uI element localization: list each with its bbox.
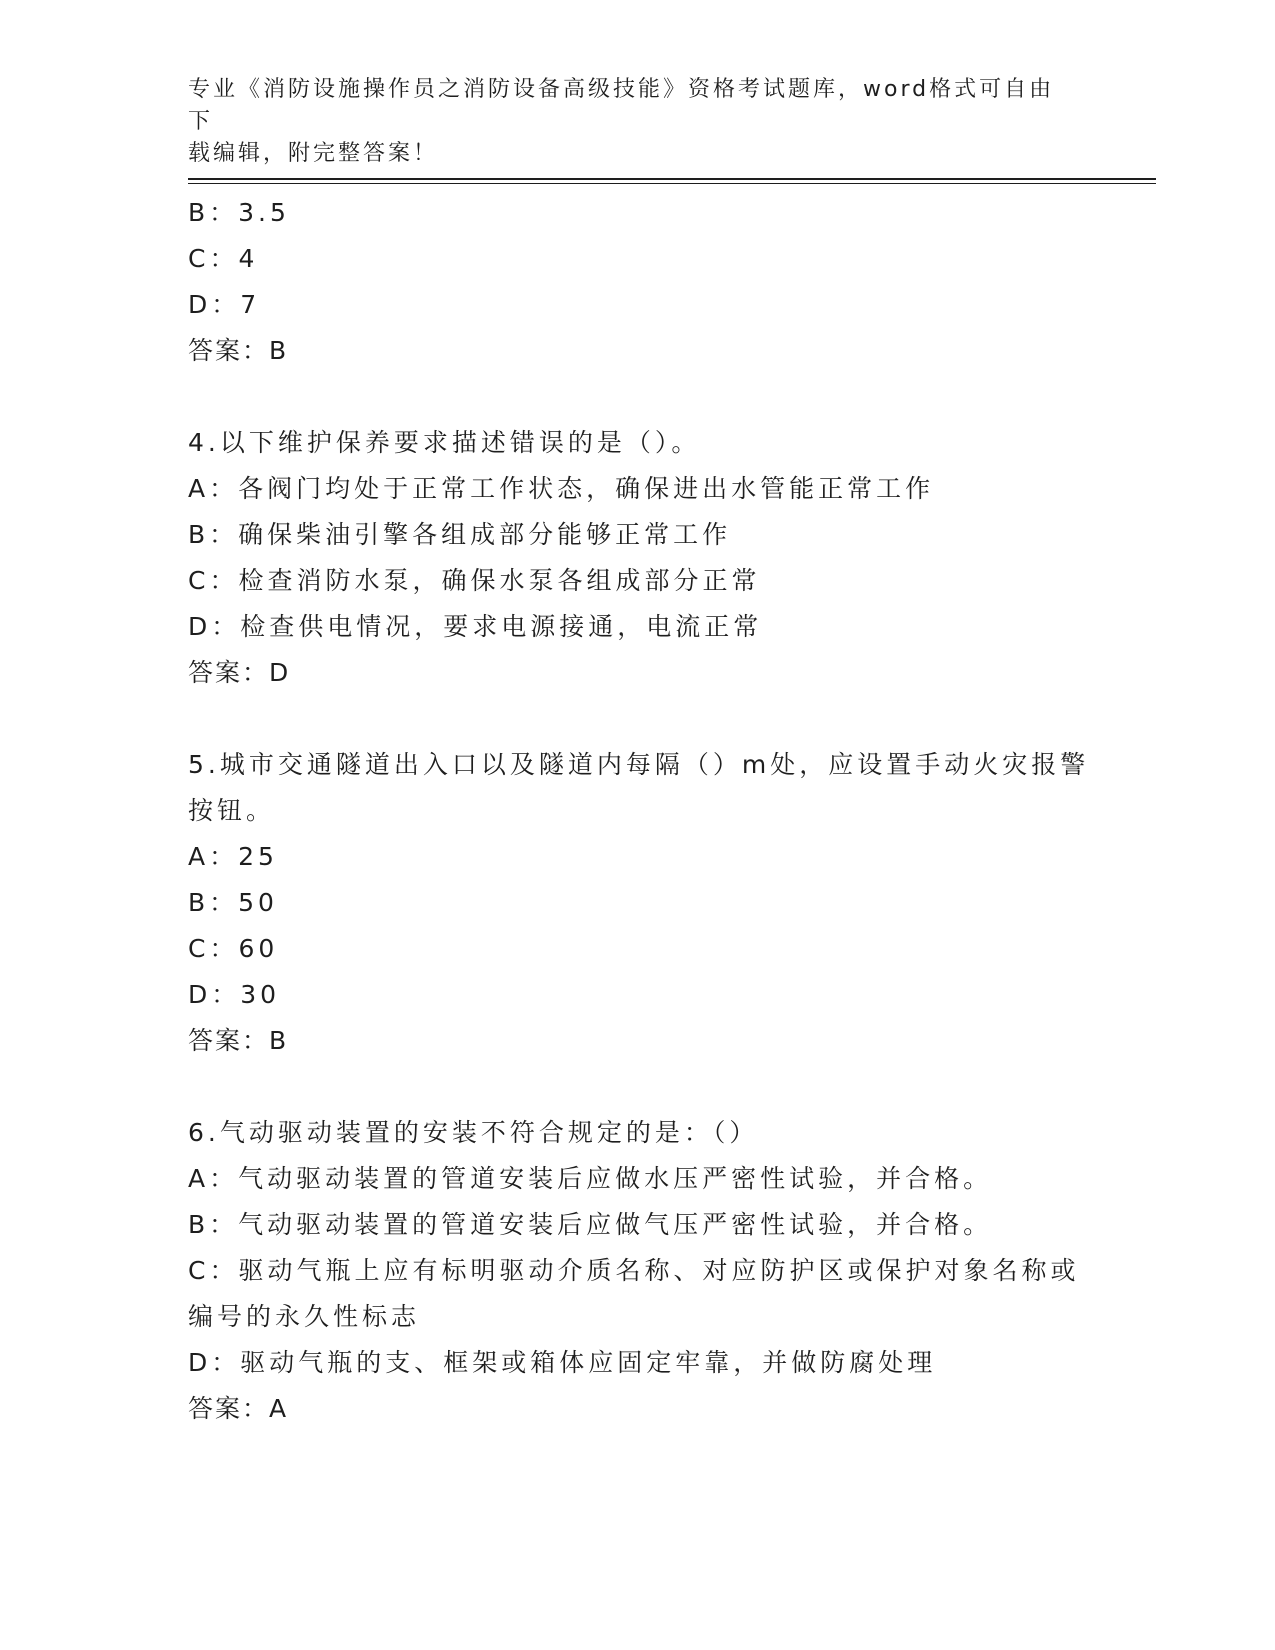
option-a: A：25 — [188, 842, 278, 871]
question-3-continued — [188, 190, 1088, 374]
option-c: C：60 — [188, 934, 279, 963]
option-b: B：50 — [188, 888, 278, 917]
question-list — [188, 190, 1088, 1432]
option-b: B：气动驱动装置的管道安装后应做气压严密性试验，并合格。 — [188, 1210, 993, 1239]
option-c: C：驱动气瓶上应有标明驱动介质名称、对应防护区或保护对象名称或 — [188, 1256, 1080, 1285]
option-a: A：各阀门均处于正常工作状态，确保进出水管能正常工作 — [188, 474, 935, 503]
option-b: B：确保柴油引擎各组成部分能够正常工作 — [188, 520, 732, 549]
question-5 — [188, 742, 1088, 1064]
header-line-2: 载编辑，附完整答案！ — [188, 141, 439, 166]
answer-line: 答案：B — [188, 336, 289, 365]
question-stem: 6.气动驱动装置的安装不符合规定的是：（） — [188, 1118, 759, 1147]
option-d: D：驱动气瓶的支、框架或箱体应固定牢靠，并做防腐处理 — [188, 1348, 937, 1377]
spacer — [188, 1064, 1088, 1110]
answer-line: 答案：A — [188, 1394, 289, 1423]
option-d: D：30 — [188, 980, 281, 1009]
option-b: B：3.5 — [188, 198, 290, 227]
option-d: D：检查供电情况，要求电源接通，电流正常 — [188, 612, 763, 641]
question-stem: 5.城市交通隧道出入口以及隧道内每隔（）m处，应设置手动火灾报警 — [188, 750, 1090, 779]
option-c-continued: 编号的永久性标志 — [188, 1302, 421, 1331]
document-header — [188, 74, 1068, 170]
answer-line: 答案：D — [188, 658, 291, 687]
question-stem: 4.以下维护保养要求描述错误的是（）。 — [188, 428, 701, 457]
question-4 — [188, 420, 1088, 696]
answer-line: 答案：B — [188, 1026, 289, 1055]
option-d: D：7 — [188, 290, 261, 319]
spacer — [188, 696, 1088, 742]
header-divider-thick — [188, 178, 1156, 180]
question-stem-continued: 按钮。 — [188, 796, 276, 825]
spacer — [188, 374, 1088, 420]
option-a: A：气动驱动装置的管道安装后应做水压严密性试验，并合格。 — [188, 1164, 993, 1193]
option-c: C：检查消防水泵，确保水泵各组成部分正常 — [188, 566, 761, 595]
option-c: C：4 — [188, 244, 259, 273]
header-line-1: 专业《消防设施操作员之消防设备高级技能》资格考试题库，word格式可自由下 — [188, 77, 1055, 134]
header-divider-thin — [188, 183, 1156, 184]
question-6 — [188, 1110, 1088, 1432]
